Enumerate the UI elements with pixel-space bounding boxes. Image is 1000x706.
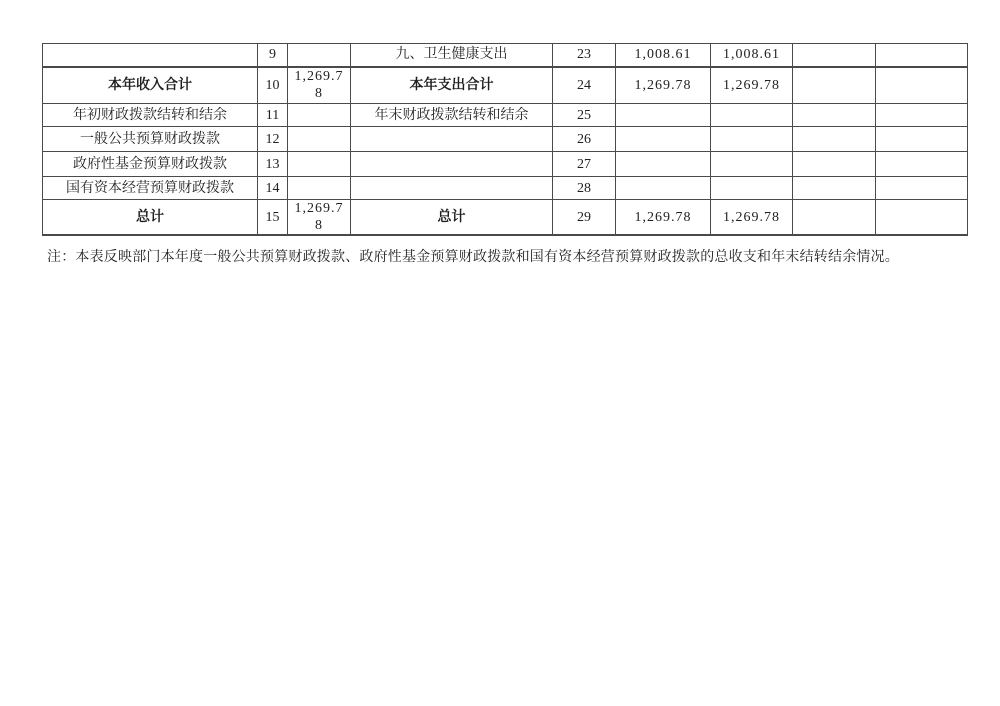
- expense-amount-1-cell: [616, 177, 711, 200]
- extra-col-2-cell: [876, 127, 968, 152]
- extra-col-1-cell: [793, 67, 876, 104]
- income-item-cell: 年初财政拨款结转和结余: [43, 104, 258, 127]
- income-line-cell: 12: [258, 127, 288, 152]
- table-row: [43, 67, 968, 104]
- expense-item-cell: [351, 152, 553, 177]
- table-row: [43, 177, 968, 200]
- table-footnote: 注：本表反映部门本年度一般公共预算财政拨款、政府性基金预算财政拨款和国有资本经营预算财政拨款的总收支和年末结转结余情况。: [47, 250, 899, 265]
- income-line-cell: 9: [258, 44, 288, 67]
- expense-item-cell: [351, 177, 553, 200]
- extra-col-1-cell: [793, 44, 876, 67]
- income-amount-cell: [288, 104, 351, 127]
- extra-col-1-cell: [793, 177, 876, 200]
- expense-line-cell: 26: [553, 127, 616, 152]
- income-line-cell: 10: [258, 67, 288, 104]
- extra-col-2-cell: [876, 44, 968, 67]
- income-item-cell: 国有资本经营预算财政拨款: [43, 177, 258, 200]
- expense-amount-1-cell: [616, 104, 711, 127]
- extra-col-2-cell: [876, 67, 968, 104]
- expense-amount-2-cell: [711, 177, 793, 200]
- income-amount-cell: 1,269.78: [288, 67, 351, 104]
- income-item-cell: [43, 44, 258, 67]
- expense-amount-2-cell: 1,269.78: [711, 200, 793, 236]
- extra-col-2-cell: [876, 152, 968, 177]
- table-row: [43, 152, 968, 177]
- expense-line-cell: 23: [553, 44, 616, 67]
- income-amount-cell: [288, 152, 351, 177]
- income-line-cell: 15: [258, 200, 288, 236]
- table-row: [43, 127, 968, 152]
- expense-amount-2-cell: 1,008.61: [711, 44, 793, 67]
- expense-amount-2-cell: [711, 104, 793, 127]
- expense-item-cell: 本年支出合计: [351, 67, 553, 104]
- expense-item-cell: 总计: [351, 200, 553, 236]
- expense-line-cell: 25: [553, 104, 616, 127]
- extra-col-1-cell: [793, 127, 876, 152]
- income-amount-cell: [288, 44, 351, 67]
- income-item-cell: 政府性基金预算财政拨款: [43, 152, 258, 177]
- income-amount-cell: 1,269.78: [288, 200, 351, 236]
- expense-line-cell: 28: [553, 177, 616, 200]
- expense-amount-2-cell: [711, 152, 793, 177]
- expense-amount-1-cell: [616, 152, 711, 177]
- extra-col-2-cell: [876, 104, 968, 127]
- income-line-cell: 14: [258, 177, 288, 200]
- table-row: [43, 44, 968, 67]
- expense-line-cell: 29: [553, 200, 616, 236]
- expense-amount-1-cell: [616, 127, 711, 152]
- extra-col-2-cell: [876, 177, 968, 200]
- income-item-cell: 一般公共预算财政拨款: [43, 127, 258, 152]
- income-item-cell: 本年收入合计: [43, 67, 258, 104]
- expense-amount-1-cell: 1,008.61: [616, 44, 711, 67]
- expense-item-cell: [351, 127, 553, 152]
- expense-line-cell: 24: [553, 67, 616, 104]
- income-amount-cell: [288, 177, 351, 200]
- expense-item-cell: 九、卫生健康支出: [351, 44, 553, 67]
- expense-item-cell: 年末财政拨款结转和结余: [351, 104, 553, 127]
- extra-col-2-cell: [876, 200, 968, 236]
- income-line-cell: 13: [258, 152, 288, 177]
- expense-amount-1-cell: 1,269.78: [616, 200, 711, 236]
- extra-col-1-cell: [793, 152, 876, 177]
- table-row: [43, 104, 968, 127]
- expense-amount-2-cell: [711, 127, 793, 152]
- income-amount-cell: [288, 127, 351, 152]
- income-item-cell: 总计: [43, 200, 258, 236]
- table-row: [43, 200, 968, 236]
- extra-col-1-cell: [793, 104, 876, 127]
- income-line-cell: 11: [258, 104, 288, 127]
- extra-col-1-cell: [793, 200, 876, 236]
- expense-line-cell: 27: [553, 152, 616, 177]
- budget-summary-table: [42, 43, 968, 236]
- expense-amount-2-cell: 1,269.78: [711, 67, 793, 104]
- expense-amount-1-cell: 1,269.78: [616, 67, 711, 104]
